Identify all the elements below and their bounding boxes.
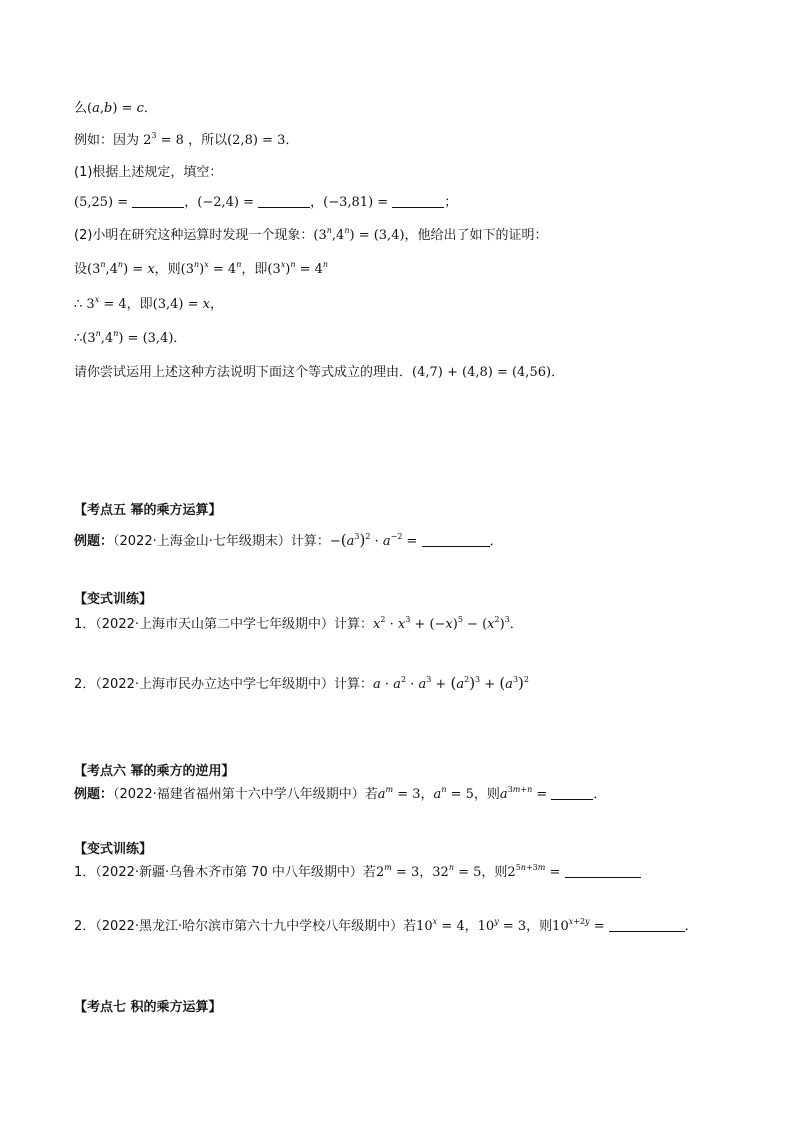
formula: (4,7) + (4,8) = (4,56) [412, 365, 552, 380]
formula: $(3^n,4^n) = (3,4)$ [82, 329, 174, 346]
text: ，即 [241, 262, 268, 277]
example-line [74, 132, 298, 150]
practice-question-2 [74, 674, 529, 694]
text: ． [684, 919, 698, 934]
formula: $10^x = 4$ [416, 917, 465, 934]
section-title: 【变式训练】 [74, 592, 153, 607]
example-label: 例题： [74, 787, 114, 802]
formula: $x^2 \cdot x^3 + (-x)^5 - (x^2)^3$ [373, 615, 510, 632]
section-title: 【考点七 积的乘方运算】 [74, 1000, 222, 1015]
example-question [74, 531, 503, 551]
text: ，则 [526, 919, 553, 934]
formula: $10^y = 3$ [477, 917, 527, 934]
text: ， [419, 865, 433, 880]
practice-question-1 [74, 864, 641, 882]
task-line [74, 364, 564, 382]
formula: $10^{x+2y}$ = [552, 917, 609, 934]
formula: (−2,4) = [197, 195, 259, 210]
formula: $a^n = 5$ [433, 785, 474, 802]
text: （2022·上海金山·七年级期末）计算： [113, 534, 330, 549]
text: 设 [74, 262, 88, 277]
text: ，则 [481, 865, 508, 880]
text: ，所以 [188, 133, 228, 148]
text: 请你尝试运用上述这种方法说明下面这个等式成立的理由． [74, 365, 413, 380]
section-title: 【考点五 幂的乘方运算】 [74, 503, 222, 518]
text: ； [444, 195, 458, 210]
therefore-symbol: ∴ [74, 297, 83, 312]
text: 1．（2022·上海市天山第二中学七年级期中）计算： [74, 617, 373, 632]
therefore-symbol: ∴ [74, 331, 83, 346]
text: ，则 [154, 262, 181, 277]
formula: $2^m = 3$ [375, 863, 420, 880]
text: 2．（2022·上海市民办立达中学七年级期中）计算： [74, 677, 373, 692]
text: ． [285, 133, 299, 148]
question-1-text: (1)根据上述规定，填空： [74, 165, 223, 180]
formula: $2^{5n+3m}$ = [507, 863, 565, 880]
definition-line [74, 100, 157, 118]
text: 1．（2022·新疆·乌鲁木齐市第 70 中八年级期中）若 [74, 865, 376, 880]
text: ，则 [473, 787, 500, 802]
text: （2022·福建省福州第十六中学八年级期中）若 [113, 787, 378, 802]
formula: $(3^n,4^n) = (3,4)$ [313, 226, 405, 243]
formula: $a \cdot a^2 \cdot a^3 + (a^2)^3 + (a^3)^2$ [373, 674, 529, 692]
text: ． [509, 617, 523, 632]
formula: $-(a^3)^2 \cdot a^{-2}$ = [329, 531, 422, 549]
section-title: 【变式训练】 [74, 842, 153, 857]
proof-line [74, 296, 223, 314]
text: ，即 [126, 297, 153, 312]
formula: (−3,81) = [323, 195, 393, 210]
text: ． [593, 787, 607, 802]
formula: (3,4) = x [152, 297, 210, 312]
formula: $2^3 = 8$ [139, 131, 189, 148]
section-title: 【考点六 幂的乘方的逆用】 [74, 764, 235, 779]
answer-blank[interactable] [392, 195, 444, 208]
formula: $(3^n,4^n) = x$ [87, 260, 155, 277]
practice-question-1 [74, 616, 523, 634]
text: ， [209, 297, 223, 312]
text: ，他给出了如下的证明： [404, 228, 548, 243]
answer-blank[interactable] [422, 534, 490, 547]
text: ． [173, 331, 187, 346]
formula: (5,25) = [74, 195, 133, 210]
formula: $32^n = 5$ [432, 863, 482, 880]
text: ， [184, 195, 198, 210]
text: ， [310, 195, 324, 210]
fill-blank-line [74, 194, 457, 212]
text: ． [551, 365, 565, 380]
formula: $a^m = 3$ [377, 785, 421, 802]
example-question [74, 786, 606, 804]
proof-line [74, 330, 186, 348]
text: 么 [74, 101, 88, 116]
question-2-text [74, 227, 548, 245]
formula: $(3^x)^n = 4^n$ [267, 260, 329, 277]
answer-blank[interactable] [551, 787, 593, 800]
example-label: 例题： [74, 534, 114, 549]
formula: $a^{3m+n}$ = [499, 785, 552, 802]
practice-question-2 [74, 918, 698, 936]
answer-blank[interactable] [565, 865, 641, 878]
text: 例如：因为 [74, 133, 140, 148]
answer-blank[interactable] [258, 195, 310, 208]
text: (2)小明在研究这种运算时发现一个现象： [74, 228, 314, 243]
formula: $3^x = 4$ [82, 295, 127, 312]
proof-line [74, 261, 328, 279]
text: ， [420, 787, 434, 802]
formula: (2,8) = 3 [227, 133, 286, 148]
text: ， [464, 919, 478, 934]
formula: (a,b) = c [87, 101, 144, 116]
text: ． [143, 101, 157, 116]
text: ． [489, 534, 503, 549]
text: 2．（2022·黑龙江·哈尔滨市第六十九中学校八年级期中）若 [74, 919, 417, 934]
formula: $(3^n)^x = 4^n$ [180, 260, 242, 277]
answer-blank[interactable] [132, 195, 184, 208]
answer-blank[interactable] [609, 919, 685, 932]
